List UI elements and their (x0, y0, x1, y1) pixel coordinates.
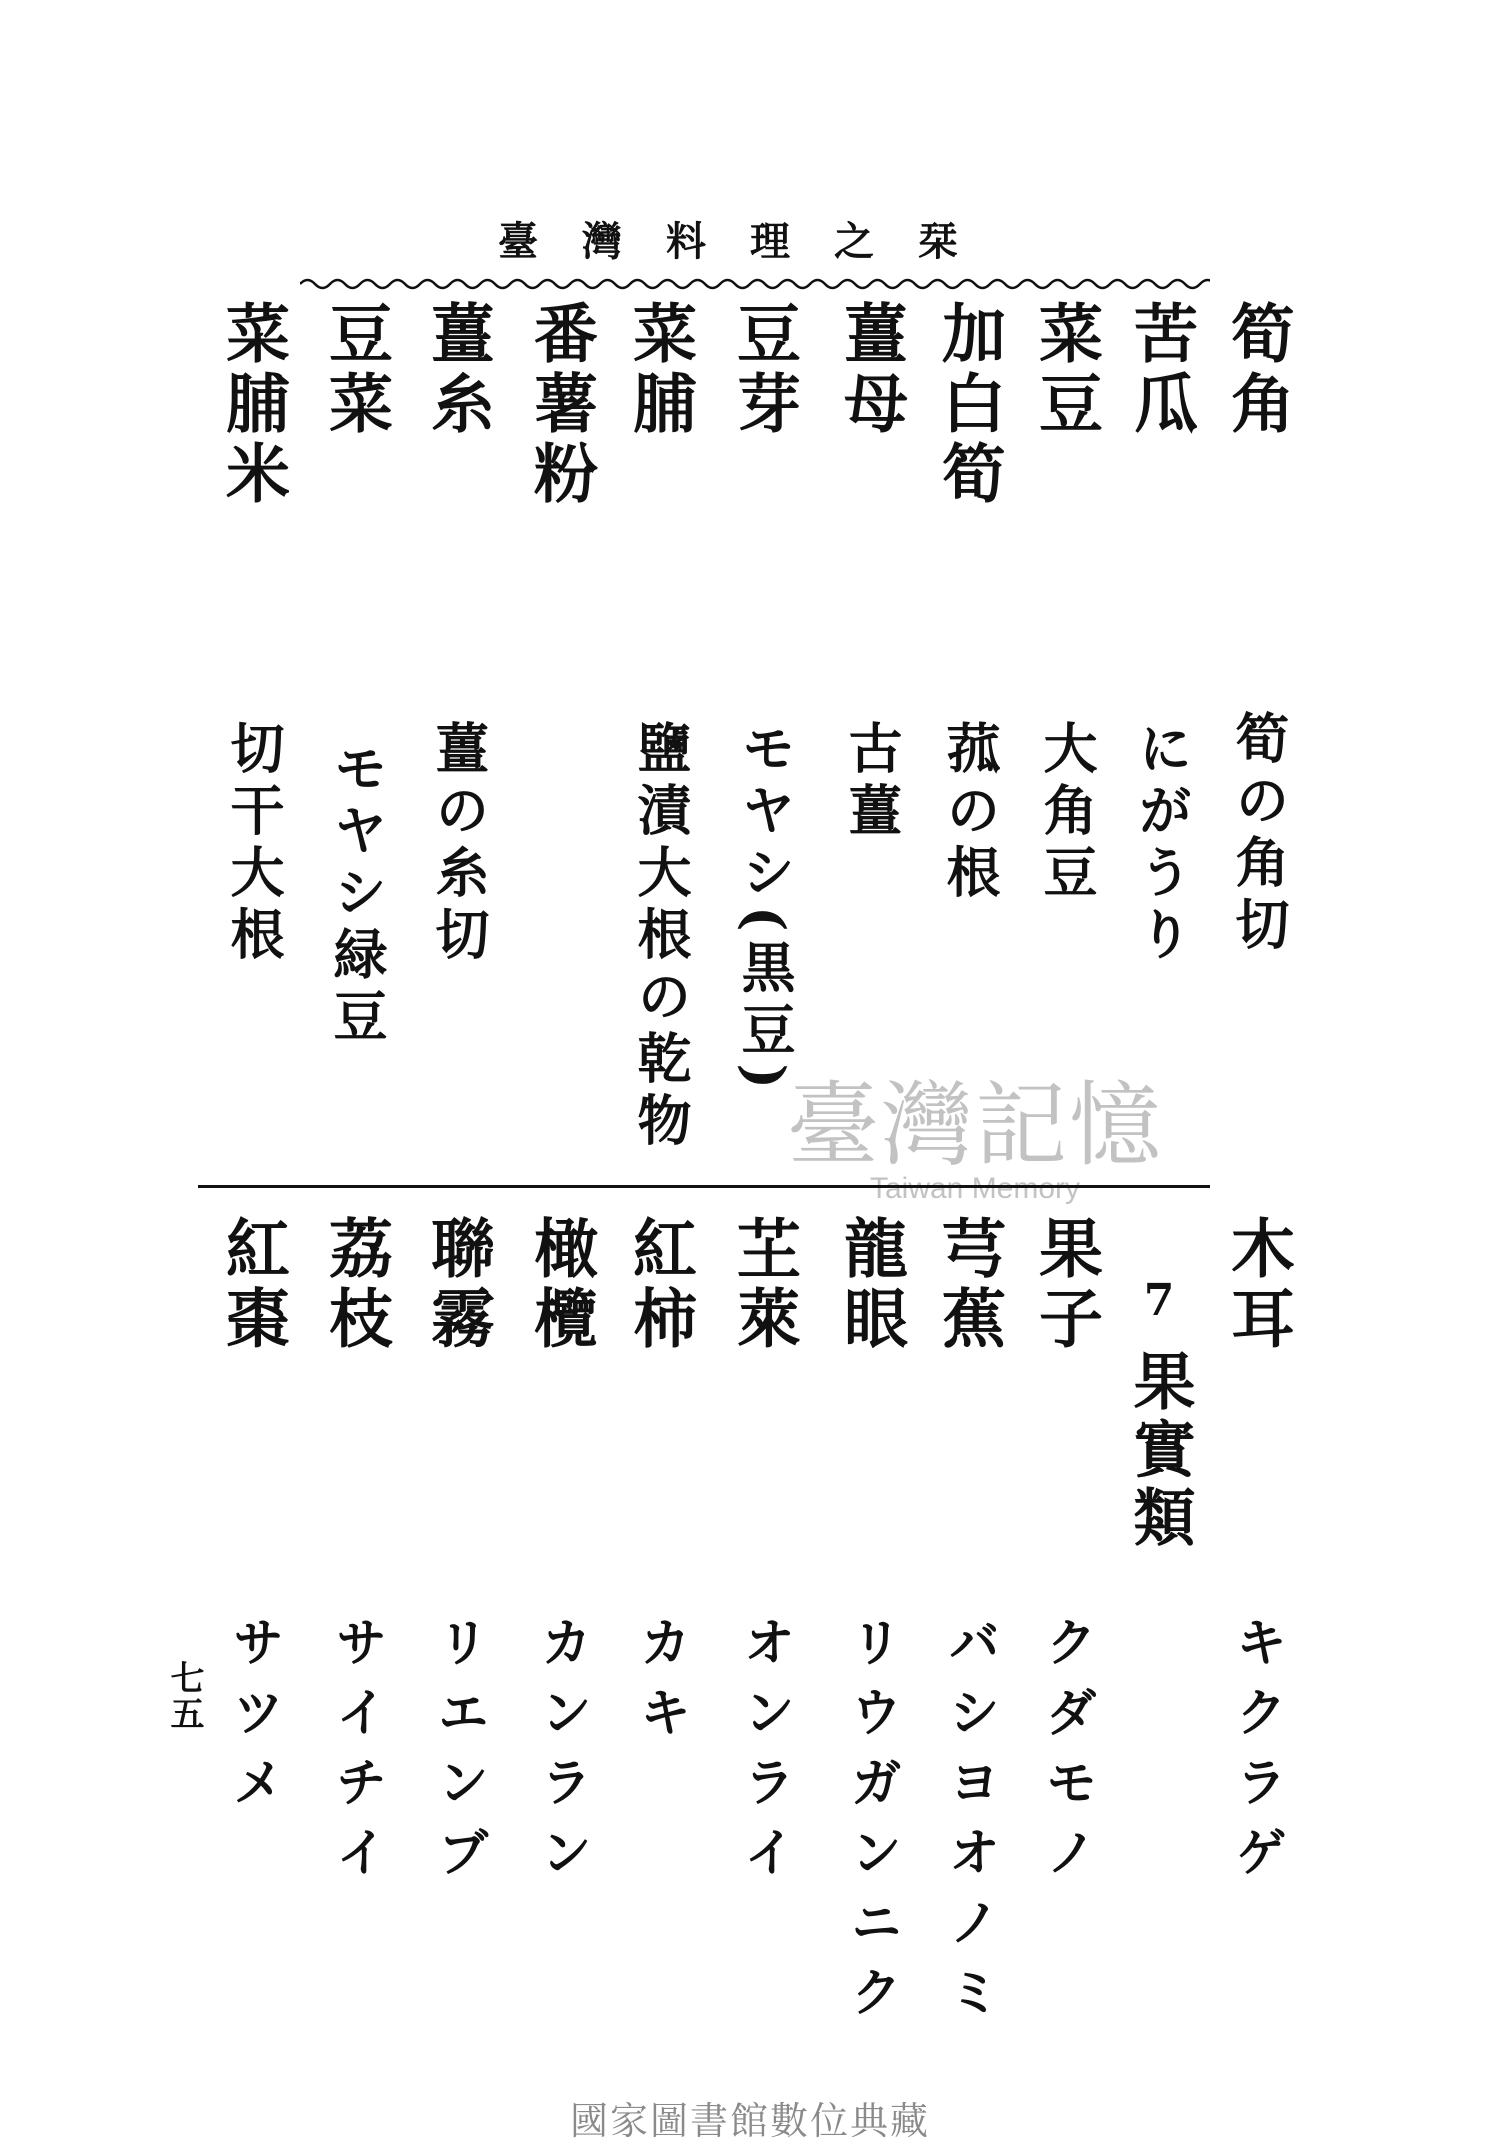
fruit-term: 芎蕉 (931, 1215, 1006, 1355)
fruit-term: 荔枝 (318, 1215, 393, 1355)
fruit-reading: カンラン (531, 1615, 592, 1895)
page-number: 七五 (164, 1660, 204, 1732)
veg-reading: モヤシ(黒豆) (733, 720, 797, 1098)
fruit-term: 橄欖 (523, 1215, 598, 1355)
veg-reading: 切干大根 (222, 720, 286, 968)
veg-term: 薑母 (833, 300, 908, 440)
fruit-reading: クダモノ (1036, 1615, 1097, 1895)
veg-term: 菜脯 (622, 300, 697, 440)
fruit-term: 聯霧 (420, 1215, 495, 1355)
wavy-rule-line (300, 280, 1210, 288)
veg-reading: モヤシ緑豆 (325, 740, 389, 1050)
fruit-term: 果子 (1028, 1215, 1103, 1355)
watermark-chinese: 臺灣記憶 (786, 1072, 1163, 1179)
veg-reading: にがうり (1130, 720, 1194, 968)
veg-term: 番薯粉 (523, 300, 598, 510)
fruit-reading: オンライ (734, 1615, 795, 1895)
fruit-term: 龍眼 (833, 1215, 908, 1355)
veg-term: 菜脯米 (215, 300, 290, 510)
fruit-term: 紅棗 (215, 1215, 290, 1355)
veg-term: 筍角 (1220, 300, 1295, 440)
mushroom-reading: キクラゲ (1226, 1615, 1287, 1895)
watermark-english: Taiwan Memory (869, 1172, 1081, 1205)
fruit-reading: サイチイ (326, 1615, 387, 1895)
veg-reading: 菰の根 (938, 720, 1002, 906)
veg-term: 豆芽 (726, 300, 801, 440)
mushroom-term: 木耳 (1220, 1215, 1295, 1355)
wavy-rule (300, 276, 1210, 292)
footer-credit: 國家圖書館數位典藏 (569, 2099, 930, 2143)
section-heading (1123, 1275, 1196, 1554)
fruit-term: 芏萊 (726, 1215, 801, 1355)
veg-term: 苦瓜 (1123, 300, 1198, 440)
veg-term: 菜豆 (1028, 300, 1103, 440)
fruit-reading: リウガンニク (841, 1615, 902, 2035)
veg-reading: 古薑 (840, 720, 904, 844)
running-title: 臺灣料理之栞 (498, 218, 1002, 265)
section-divider (198, 1185, 1210, 1188)
veg-reading: 大角豆 (1035, 720, 1099, 906)
veg-term: 豆菜 (318, 300, 393, 440)
fruit-reading: リエンブ (428, 1615, 489, 1895)
section-title: 果實類 (1123, 1349, 1196, 1554)
veg-reading: 薑の糸切 (427, 720, 491, 968)
veg-reading: 筍の角切 (1227, 710, 1291, 958)
veg-term: 加白筍 (931, 300, 1006, 510)
fruit-term: 紅柿 (622, 1215, 697, 1355)
veg-reading: 鹽漬大根の乾物 (629, 720, 693, 1154)
fruit-reading: カキ (630, 1615, 691, 1755)
fruit-reading: サツメ (223, 1615, 284, 1825)
section-number: 7 (1143, 1275, 1175, 1326)
veg-term: 薑糸 (420, 300, 495, 440)
fruit-reading: バシヨオノミ (939, 1615, 1000, 2035)
watermark (740, 1072, 1210, 1220)
